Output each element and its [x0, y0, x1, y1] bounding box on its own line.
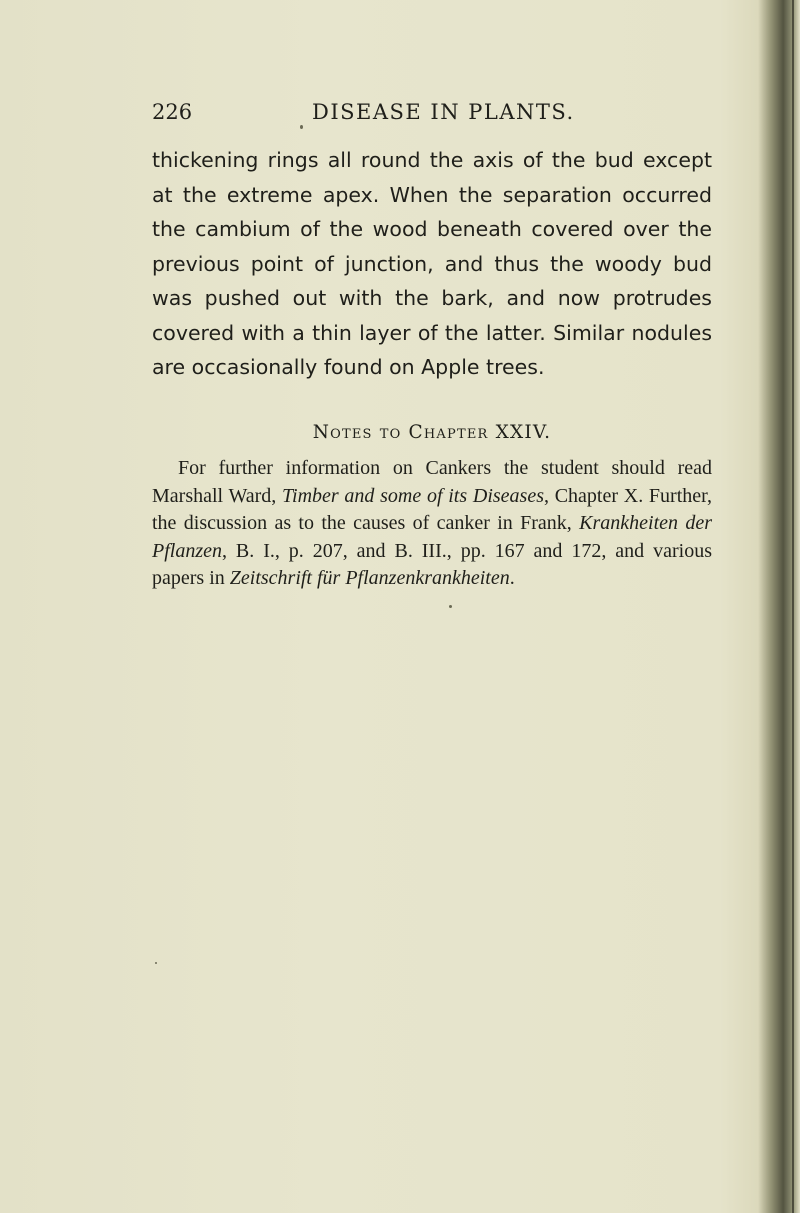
page-header	[152, 100, 712, 136]
notes-text-2: , Chapter X. Further, the discussion as to the causes of canker in Frank,	[152, 484, 712, 534]
body-paragraph: thickening rings all round the axis of the bud except at the extreme apex. When the separation occurred the cambium of the wood beneath covered over the previous point of junction, and thus the woody bud was pushed out with the bark, and now protrudes covered with a thin layer of the latter. Similar nodules are occasionally found on Apple trees.	[152, 148, 712, 379]
paper-speck	[449, 605, 452, 608]
notes-italic-title-1: Timber and some of its Diseases	[282, 484, 544, 507]
page-edge-line	[792, 0, 794, 1213]
paper-speck	[300, 125, 303, 129]
notes-italic-title-2: Krankheiten der Pflanzen	[152, 512, 713, 562]
notes-text-4: .	[509, 567, 515, 589]
notes-italic-title-3: Zeitschrift für Pflanzenkrankheiten	[229, 567, 510, 589]
notes-text-3: , B. I., p. 207, and B. III., pp. 167 and 172, and various papers in	[152, 539, 712, 589]
notes-heading: Notes to Chapter XXIV.	[312, 422, 552, 443]
notes-text-1: For further information on Cankers the student should read Marshall Ward,	[152, 457, 712, 507]
running-title: DISEASE IN PLANTS.	[312, 100, 575, 124]
page-number: 226	[152, 100, 193, 124]
notes-paragraph	[152, 455, 712, 593]
paper-speck	[155, 962, 157, 964]
